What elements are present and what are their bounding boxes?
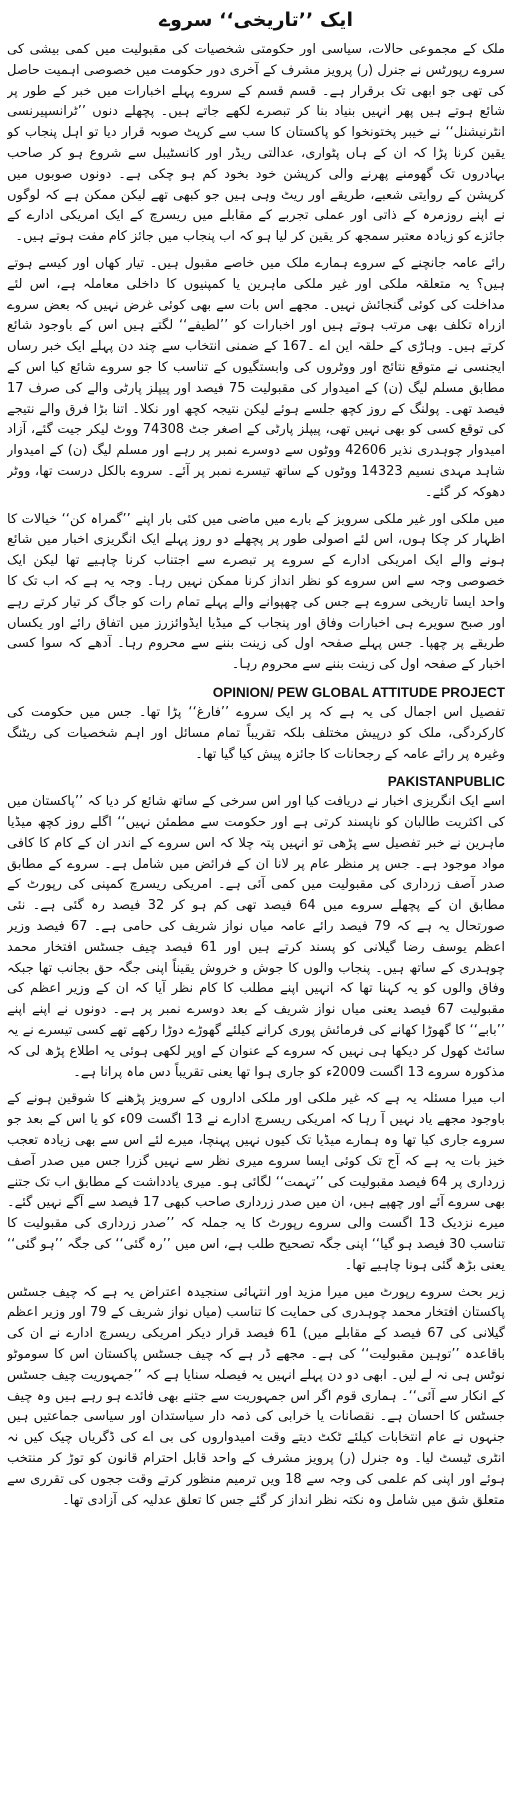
opinion-block: [7, 682, 505, 792]
paragraph-4: تفصیل اس اجمال کی یہ ہے کہ پر ایک سروے ’’فارغ‘‘ پڑا تھا۔ جس میں حکومت کی کارکردگی، ملک کو درپیش مختلف بلکہ تقریباً تمام مسائل اور اہم شخصیات کی ریٹنگ وغیرہ پر رائے عامہ کے رجحانات کا جائزہ پیش کیا گیا تھا۔: [7, 704, 505, 762]
paragraph-1: ملک کے مجموعی حالات، سیاسی اور حکومتی شخصیات کی مقبولیت میں کمی بیشی کی سروے رپورٹس نے جنرل (ر) پرویز مشرف کے آخری دور حکومت میں خصوصی اہمیت حاصل کی تھی جو ابھی تک برقرار ہے۔ قسم قسم کے سروے پہلے اخبارات میں خبر کے طور پر شائع ہوتے ہیں پھر انہیں بنیاد بنا کر تبصرے لکھے جاتے ہیں۔ پچھلے دنوں ’’ٹرانسپیرنسی انٹرنیشنل‘‘ نے خیبر پختونخوا کو پاکستان کا سب سے کرپٹ صوبہ قرار دیا تو اہل پنجاب کو یقین کرنا پڑا کہ ان کے ہاں پٹواری، عدالتی ریڈر اور کانسٹیبل سے شروع ہو کر صاحب بہادروں تک گھومنے پھرنے والی کرپشن خود بخود کم ہو چکی ہے۔ دونوں صوبوں میں کرپشن کے روایتی شعبے، طریقے اور ریٹ وہی ہیں جو کبھی تھے لیکن ممکن ہے کہ لوگوں نے اپنے روزمرہ کے ذاتی اور عملی تجربے کے مقابلے میں ریسرچ کے ایک امریکی ادارے کے جائزے کو زیادہ معتبر سمجھ کر یقین کر لیا ہو کہ اب پنجاب میں جائز کام مفت ہوتے ہیں۔: [7, 42, 505, 245]
paragraph-6: اب میرا مسئلہ یہ ہے کہ غیر ملکی اور ملکی اداروں کے سرویز پڑھنے کا شوقین ہونے کے باوجود مجھے یاد نہیں آ رہا کہ امریکی ریسرچ ادارے نے 13 اگست 09ء کو یا اس کے بعد جو سروے جاری کیا تھا وہ ہمارے میڈیا تک کیوں نہیں پہنچا، میرے لئے اس سے بھی زیادہ تعجب خیز بات یہ ہے کہ آج تک کوئی ایسا سروے میری نظر سے نہیں گزرا جس میں صدر آصف زرداری پر 64 فیصد مقبولیت کی ’’تہمت‘‘ لگائی ہو۔ میری یادداشت کے مطابق اب تک جتنے بھی سروے آئے اور چھپے ہیں، ان میں صدر زرداری صاحب کبھی 17 فیصد سے آگے نہیں گئے۔ میرے نزدیک 13 اگست والی سروے رپورٹ کا یہ جملہ کہ ’’صدر زرداری کی مقبولیت کا تناسب 30 فیصد ہو گیا‘‘ اپنی جگہ تصحیح طلب ہے، اس میں ’’رہ گئی‘‘ کی جگہ ’’ہو گئی‘‘ یعنی بڑھ گئی ہونا چاہیے تھا۔: [7, 1091, 505, 1273]
article-title: ایک ’’تاریخی‘‘ سروے: [159, 9, 353, 31]
paragraph-2: رائے عامہ جانچنے کے سروے ہمارے ملک میں خاصے مقبول ہیں۔ تیار کھاں اور کیسے ہوتے ہیں؟ یہ متعلقہ ملکی اور غیر ملکی ماہرین یا کمپنیوں کا داخلی معاملہ ہے، اس لئے مداخلت کی کوئی گنجائش نہیں۔ مجھے اس بات سے بھی کوئی غرض نہیں کہ بعض سروے ازراہ تکلف بھی مرتب ہوتے ہیں اور اخبارات کو ’’لطیفے‘‘ لگتے ہیں اس کے باوجود شائع کرتے ہیں۔ وہاڑی کے حلقہ این اے ۔167 کے ضمنی انتخاب سے چند دن پہلے ایک خبر رساں ایجنسی نے متوقع نتائج اور ووٹروں کی وابستگیوں کے تناسب کا جو سروے شائع کیا اس کے مطابق مسلم لیگ (ن) کے امیدوار کی مقبولیت 75 فیصد اور پیپلز پارٹی والے کی صرف 17 فیصد تھی۔ پولنگ کے روز کچھ جلسے ہوئے لیکن نتیجہ کچھ اور نکلا۔ اتنا بڑا فرق والے نتیجے کی توقع کسی کو بھی نہیں تھی، پیپلز پارٹی کے اصغر جٹ 74308 ووٹ لیکر جیت گئے، آزاد امیدوار چوہدری نذیر 42606 ووٹوں سے دوسرے نمبر پر رہے اور مسلم لیگ (ن) کے امیدوار شاہد مہدی نسیم 14323 ووٹوں کے ساتھ تیسرے نمبر پر آئے۔ سروے بالکل درست تھا، ووٹر دھوکہ کر گئے۔: [7, 255, 505, 500]
pew-project-heading: OPINION/ PEW GLOBAL ATTITUDE PROJECT: [212, 684, 505, 700]
paragraph-7: زیر بحث سروے رپورٹ میں میرا مزید اور انتہائی سنجیدہ اعتراض یہ ہے کہ چیف جسٹس پاکستان افتخار محمد چوہدری کی حمایت کا تناسب (میاں نواز شریف کے 79 اور وزیر اعظم گیلانی کی 67 فیصد کے مقابلے میں) 61 فیصد قرار دیکر امریکی ریسرچ ادارے نے ان کی باقاعدہ ’’توہین مقبولیت‘‘ کی ہے۔ مجھے ڈر ہے کہ چیف جسٹس پاکستان اس کا سوموٹو نوٹس ہی نہ لے لیں۔ ابھی دو دن پہلے انہیں یہ فیصلہ سنایا ہے کہ ’’جمہوریت چیف جسٹس کے انکار سے آئی‘‘۔ ہماری قوم اگر اس جمہوریت سے جتنے بھی فائدے ہو رہے ہیں وہ چیف جسٹس کا احسان ہے۔ نقصانات یا خرابی کی ذمہ دار سیاستدان اور سیاسی جماعتیں ہیں جنہوں نے عام انتخابات کیلئے ٹکٹ دیتے وقت امیدواروں کی بی اے کی ڈگریاں چیک کیں نہ انٹری ٹیسٹ لیا۔ وہ جنرل (ر) پرویز مشرف کے واحد قابل احترام قانون کو توڑ کر منتخب ہوئے اور اپنی کم علمی کی وجہ سے 18 ویں ترمیم منظور کرتے وقت ججوں کی تقرری سے متعلق شق میں شامل وہ نکتہ نظر انداز کر گئے جس کا تعلق عدلیہ کی آزادی تھا۔: [7, 1284, 505, 1508]
paragraph-3: میں ملکی اور غیر ملکی سرویز کے بارے میں ماضی میں کئی بار اپنے ’’گمراہ کن‘‘ خیالات کا اظہار کر چکا ہوں، اس لئے اصولی طور پر پچھلے دو روز پہلے ایک انگریزی اخبار میں شائع ہونے والے ایک امریکی ادارے کے سروے پر تبصرے سے اجتناب کرنا چاہیے تھا لیکن ایک خصوصی وجہ سے اس سروے کو نظر انداز کرنا ممکن نہیں رہا۔ وجہ یہ ہے کہ اب تک کا واحد ایسا تاریخی سروے ہے جس کی چھپوانے والے پہلے تمام رات کو جاگ کر تیار کرتے رہے اور صبح سویرے ہی اخبارات وفاق اور پنجاب کے میڈیا ایڈوائزرز میں اتفاق رائے اور یکساں طریقے پر چھپا۔ جس پہلے صفحہ اول کی زینت بننے سے محروم رہا۔ آدھے کہ سوا کسی اخبار کے صفحہ اول کی زینت بننے سے محروم رہا۔: [7, 511, 505, 673]
opinion-heading-wrap: [7, 682, 505, 703]
opinion-subheading-wrap: [7, 771, 505, 792]
paragraph-5: اسے ایک انگریزی اخبار نے دریافت کیا اور اس سرخی کے ساتھ شائع کر دیا کہ ’’پاکستان میں کی اکثریت طالبان کو ناپسند کرتی ہے اور حکومت سے مطمئن نہیں‘‘ اگلے روز کچھ میڈیا ماہرین نے خبر تفصیل سے پڑھی تو انہیں پتہ چلا کہ اس سروے کے اندر ان کے کام کا کافی مواد موجود ہے۔ جس پر منظر عام پر لانا ان کے فرائض میں شامل ہے۔ سروے کے مطابق صدر آصف زرداری کی مقبولیت میں کمی آئی ہے۔ امریکی ریسرچ کمپنی کی رپورٹ کے مطابق ان کے پچھلے سروے میں 64 فیصد تھی کم ہو کر 32 فیصد رہ گئی ہے۔ نئی صورتحال یہ ہے کہ 79 فیصد رائے عامہ میاں نواز شریف کی حامی ہے۔ 67 فیصد وزیر اعظم یوسف رضا گیلانی کو پسند کرتے ہیں اور 61 فیصد چیف جسٹس افتخار محمد چوہدری کے ساتھ ہیں۔ پنجاب والوں کا جوش و خروش یقیناً اپنی جگہ حق بجانب تھا جبکہ وفاق والوں کو یہ کہنا تھا کہ انہیں اپنے مطلب کا کام نظر آیا کہ ان کے وزیر اعظم کی مقبولیت 67 فیصد یعنی میاں نواز شریف کے بعد دوسرے نمبر پر ہے۔ دونوں نے اپنے اپنے ’’بابے‘‘ کا گھوڑا کھانے کی فرمائش پوری کرانے کیلئے گھوڑے دوڑا رکھے تھے کسی تیسرے نے یہ سائٹ کھول کر دیکھا ہی نہیں کہ سروے کے عنوان کے اوپر لکھی ہوئی یہ اطلاع پڑھ لی کہ مذکورہ سروے 13 اگست 2009ء کو جاری ہوا تھا یعنی تقریباً دس ماہ پرانا ہے۔: [7, 794, 505, 1080]
pakistan-public-heading: PAKISTANPUBLIC: [387, 774, 505, 790]
article-body: [7, 40, 505, 1805]
